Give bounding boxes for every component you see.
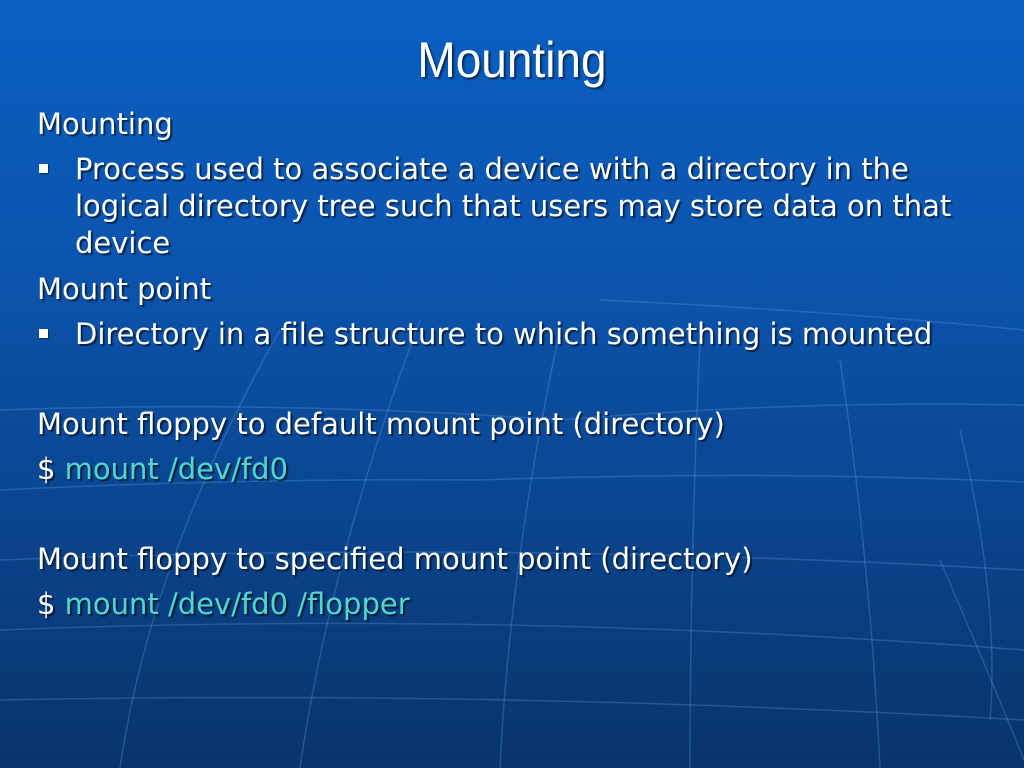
default-mount-command-line (37, 451, 997, 488)
mounting-heading: Mounting (37, 107, 173, 141)
square-bullet-icon (39, 329, 48, 338)
specified-mount-command-line (37, 586, 997, 623)
spacer (37, 361, 997, 398)
mount-point-heading: Mount point (37, 272, 212, 306)
mounting-definition-item (37, 151, 997, 262)
shell-prompt: $ (37, 587, 56, 621)
mount-point-definition-item (37, 316, 997, 353)
slide-body (37, 106, 997, 623)
default-mount-command: mount /dev/fd0 (64, 452, 289, 486)
mount-point-definition-text: Directory in a file structure to which something is mounted (75, 317, 933, 351)
square-bullet-icon (39, 164, 48, 173)
specified-mount-text: Mount floppy to specified mount point (directory) (37, 542, 753, 576)
shell-prompt: $ (37, 452, 56, 486)
mounting-definition-text: Process used to associate a device with a directory in the logical directory tree such that users may store data on that device (75, 152, 952, 260)
spacer (37, 496, 997, 533)
slide-title: Mounting (417, 32, 607, 88)
specified-mount-command: mount /dev/fd0 /flopper (64, 587, 410, 621)
default-mount-text: Mount floppy to default mount point (directory) (37, 407, 725, 441)
